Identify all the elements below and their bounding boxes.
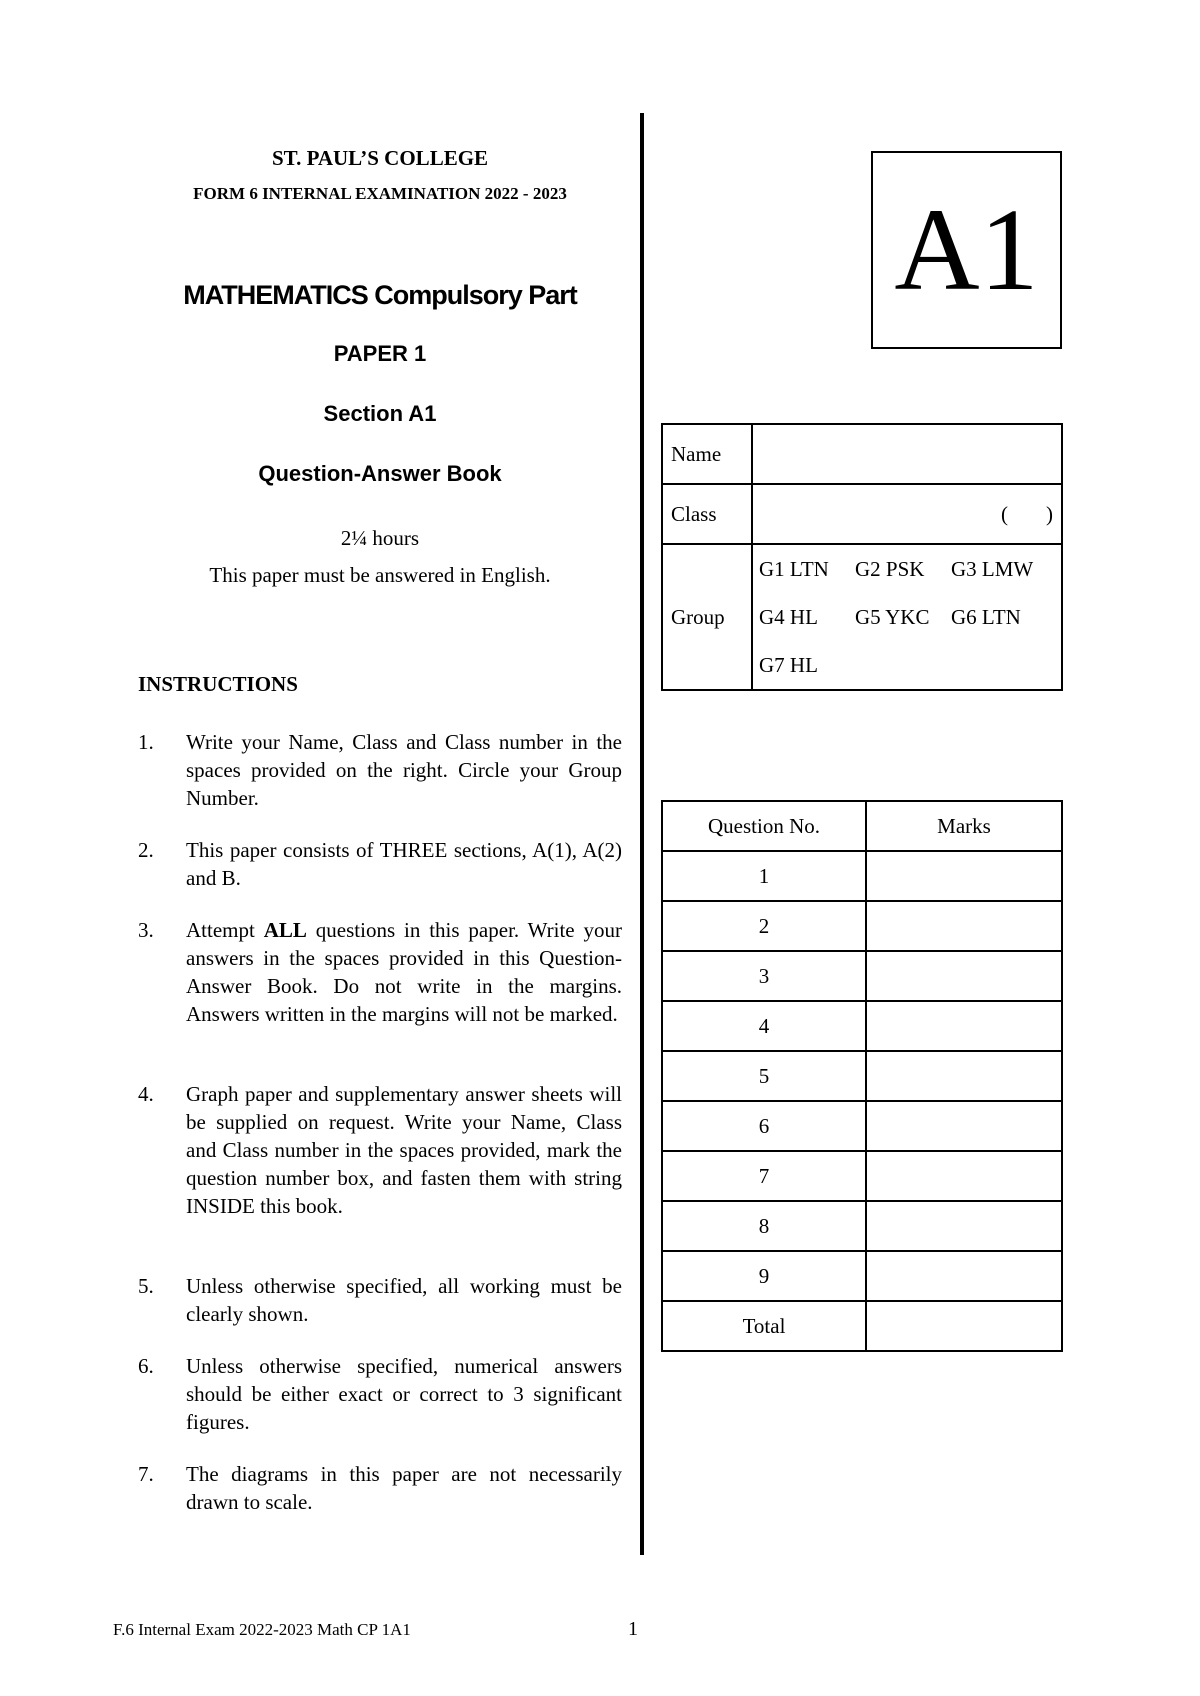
instruction-number: 4. (138, 1082, 154, 1106)
instruction-text: Write your Name, Class and Class number in the spaces provided on the right. Circle your Group Number. (186, 730, 622, 810)
table-row (662, 1151, 1062, 1201)
group-option[interactable]: G7 HL (759, 653, 818, 677)
question-number-header: Question No. (662, 801, 866, 851)
page-number: 1 (628, 1618, 638, 1640)
group-option[interactable]: G6 LTN (951, 605, 1021, 629)
question-number-cell: 5 (662, 1051, 866, 1101)
group-option[interactable]: G1 LTN (759, 557, 829, 581)
table-row (662, 1001, 1062, 1051)
marks-table (661, 800, 1063, 1352)
class-field[interactable] (752, 484, 1062, 544)
section-box (871, 151, 1062, 349)
question-number-cell: 7 (662, 1151, 866, 1201)
table-row (662, 1301, 1062, 1351)
table-row (662, 901, 1062, 951)
marks-cell[interactable] (866, 951, 1062, 1001)
group-option[interactable]: G4 HL (759, 605, 818, 629)
instruction-text: The diagrams in this paper are not necessarily drawn to scale. (186, 1462, 622, 1514)
question-number-cell: 3 (662, 951, 866, 1001)
question-number-cell: 4 (662, 1001, 866, 1051)
class-number-bracket-close: ) (1046, 501, 1053, 526)
marks-cell[interactable] (866, 1001, 1062, 1051)
group-options (752, 544, 1062, 690)
table-row (662, 1051, 1062, 1101)
section-box-label: A1 (894, 184, 1039, 315)
language-note: This paper must be answered in English. (209, 563, 551, 587)
exam-title: FORM 6 INTERNAL EXAMINATION 2022 - 2023 (193, 184, 567, 203)
marks-cell[interactable] (866, 1101, 1062, 1151)
instruction-number: 5. (138, 1274, 154, 1298)
marks-cell[interactable] (866, 901, 1062, 951)
question-number-cell: 2 (662, 901, 866, 951)
instruction-item (138, 836, 622, 892)
instructions-title: INSTRUCTIONS (138, 672, 298, 696)
instruction-text: This paper consists of THREE sections, A(1), A(2) and B. (186, 838, 622, 890)
exam-duration: 2¼ hours (340, 526, 420, 550)
class-label: Class (662, 484, 752, 544)
instruction-text-bold: ALL (263, 918, 307, 942)
instruction-item (138, 1080, 622, 1220)
instruction-number: 3. (138, 918, 154, 942)
total-marks-cell[interactable] (866, 1301, 1062, 1351)
instruction-text: Unless otherwise specified, all working must be clearly shown. (186, 1274, 622, 1326)
group-option[interactable]: G5 YKC (855, 605, 930, 629)
marks-header: Marks (866, 801, 1062, 851)
book-title: Question-Answer Book (258, 461, 502, 486)
subject-title: MATHEMATICS Compulsory Part (183, 280, 577, 310)
instruction-item (138, 1352, 622, 1436)
table-row (662, 1251, 1062, 1301)
question-number-cell: 1 (662, 851, 866, 901)
instruction-text-post: questions in this paper. Write your answers in the spaces provided in this Question-Answer Book. Do not write in the margins. Answers written in the margins will not be marked. (186, 918, 622, 1026)
instruction-number: 6. (138, 1354, 154, 1378)
instruction-number: 1. (138, 730, 154, 754)
section-title: Section A1 (323, 401, 437, 426)
question-number-cell: 6 (662, 1101, 866, 1151)
instruction-number: 2. (138, 838, 154, 862)
college-name: ST. PAUL’S COLLEGE (271, 146, 489, 170)
marks-cell[interactable] (866, 1151, 1062, 1201)
paper-number: PAPER 1 (333, 341, 427, 366)
marks-cell[interactable] (866, 1051, 1062, 1101)
group-option[interactable]: G3 LMW (951, 557, 1034, 581)
student-info-table (661, 423, 1063, 691)
total-label-cell: Total (662, 1301, 866, 1351)
class-number-bracket-open: ( (1001, 501, 1008, 526)
instruction-item (138, 728, 622, 812)
instruction-item (138, 916, 622, 1028)
marks-cell[interactable] (866, 851, 1062, 901)
instruction-text-pre: Attempt (186, 918, 264, 942)
question-number-cell: 8 (662, 1201, 866, 1251)
question-number-cell: 9 (662, 1251, 866, 1301)
instruction-number: 7. (138, 1462, 154, 1486)
marks-cell[interactable] (866, 1201, 1062, 1251)
name-label: Name (662, 424, 752, 484)
footer-text: F.6 Internal Exam 2022-2023 Math CP 1A1 (113, 1620, 411, 1639)
table-row (662, 1201, 1062, 1251)
table-row (662, 1101, 1062, 1151)
column-divider (640, 113, 644, 1555)
instruction-item (138, 1460, 622, 1516)
table-row (662, 951, 1062, 1001)
table-row (662, 851, 1062, 901)
instruction-text: Unless otherwise specified, numerical answers should be either exact or correct to 3 significant figures. (186, 1354, 622, 1434)
group-label: Group (662, 544, 752, 690)
name-field[interactable] (752, 424, 1062, 484)
instruction-item (138, 1272, 622, 1328)
group-option[interactable]: G2 PSK (855, 557, 925, 581)
marks-cell[interactable] (866, 1251, 1062, 1301)
instruction-text: Graph paper and supplementary answer sheets will be supplied on request. Write your Name, Class and Class number in the spaces provided, mark the question number box, and fasten them with string INSIDE this book. (186, 1082, 622, 1218)
instruction-text (186, 916, 622, 1028)
